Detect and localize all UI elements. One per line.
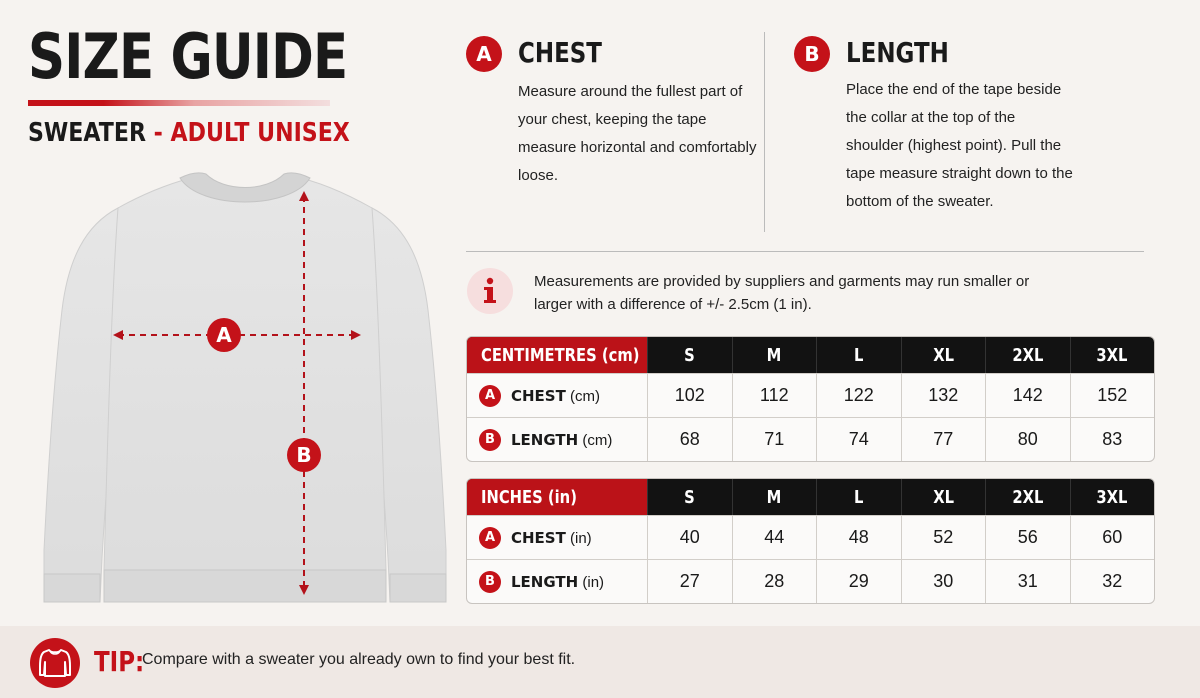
row-badge: A <box>479 527 501 549</box>
subtitle-fit: ADULT UNISEX <box>170 118 350 148</box>
table-cell: 32 <box>1070 560 1155 603</box>
table-cell: 80 <box>985 418 1070 461</box>
size-header: 2XL <box>1012 486 1044 508</box>
table-header-unit: INCHES (in) <box>481 486 577 508</box>
row-badge: A <box>479 385 501 407</box>
table-cell: 68 <box>647 418 732 461</box>
table-row <box>467 515 1154 559</box>
row-label: LENGTH <box>511 430 579 449</box>
table-header <box>467 479 1154 515</box>
page-subtitle <box>28 118 350 148</box>
size-header: M <box>766 344 782 366</box>
table-cell: 152 <box>1070 374 1155 417</box>
tip-label: TIP: <box>94 645 145 678</box>
table-header-unit: CENTIMETRES (cm) <box>481 344 640 366</box>
length-badge: B <box>794 36 830 72</box>
length-title: LENGTH <box>846 36 949 69</box>
size-table-cm <box>466 336 1155 462</box>
diagram-badge-b: B <box>287 438 321 472</box>
tip-text: Compare with a sweater you already own to find your best fit. <box>142 651 576 668</box>
table-cell: 71 <box>732 418 817 461</box>
table-cell: 40 <box>647 516 732 559</box>
table-cell: 30 <box>901 560 986 603</box>
subtitle-separator: - <box>145 118 171 148</box>
chest-text: Measure around the fullest part of your chest, keeping the tape measure horizontal and comfortably loose. <box>518 83 757 184</box>
table-cell: 112 <box>732 374 817 417</box>
table-cell: 27 <box>647 560 732 603</box>
table-row <box>467 559 1154 603</box>
size-header: 3XL <box>1096 344 1128 366</box>
row-badge: B <box>479 571 501 593</box>
table-cell: 74 <box>816 418 901 461</box>
diagram-badge-a: A <box>207 318 241 352</box>
subtitle-product: SWEATER <box>28 118 146 148</box>
row-label: LENGTH <box>511 572 579 591</box>
row-unit: (cm) <box>570 387 601 405</box>
horizontal-divider <box>466 251 1144 252</box>
table-cell: 102 <box>647 374 732 417</box>
table-cell: 83 <box>1070 418 1155 461</box>
size-header: M <box>766 486 782 508</box>
chest-title: CHEST <box>518 36 602 69</box>
size-header: 3XL <box>1096 486 1128 508</box>
sweater-illustration <box>40 170 450 610</box>
table-cell: 56 <box>985 516 1070 559</box>
row-badge: B <box>479 429 501 451</box>
row-unit: (cm) <box>582 431 613 449</box>
chest-badge: A <box>466 36 502 72</box>
table-cell: 60 <box>1070 516 1155 559</box>
table-row <box>467 373 1154 417</box>
table-cell: 142 <box>985 374 1070 417</box>
table-cell: 31 <box>985 560 1070 603</box>
size-header: L <box>854 486 864 508</box>
table-cell: 122 <box>816 374 901 417</box>
row-unit: (in) <box>570 529 592 547</box>
table-cell: 132 <box>901 374 986 417</box>
size-header: L <box>854 344 864 366</box>
table-header <box>467 337 1154 373</box>
size-header: 2XL <box>1012 344 1044 366</box>
size-header: S <box>684 486 696 508</box>
size-header: XL <box>932 344 954 366</box>
info-note: Measurements are provided by suppliers and garments may run smaller or larger with a difference of +/- 2.5cm (1 in). <box>534 273 1030 313</box>
page-title: SIZE GUIDE <box>28 20 348 93</box>
table-cell: 48 <box>816 516 901 559</box>
size-header: S <box>684 344 696 366</box>
size-header: XL <box>932 486 954 508</box>
size-table-in <box>466 478 1155 604</box>
row-label: CHEST <box>511 528 566 547</box>
table-cell: 29 <box>816 560 901 603</box>
table-cell: 77 <box>901 418 986 461</box>
vertical-divider <box>764 32 765 232</box>
info-icon <box>467 268 513 314</box>
sweater-diagram <box>40 170 450 610</box>
table-cell: 28 <box>732 560 817 603</box>
table-row <box>467 417 1154 461</box>
length-text: Place the end of the tape beside the collar at the top of the shoulder (highest point). Pull the tape measure straight down to the bottom of the sweater. <box>846 81 1073 210</box>
row-unit: (in) <box>582 573 605 591</box>
table-cell: 52 <box>901 516 986 559</box>
sweater-icon <box>30 638 80 688</box>
table-cell: 44 <box>732 516 817 559</box>
title-underline <box>28 100 330 106</box>
row-label: CHEST <box>511 386 566 405</box>
